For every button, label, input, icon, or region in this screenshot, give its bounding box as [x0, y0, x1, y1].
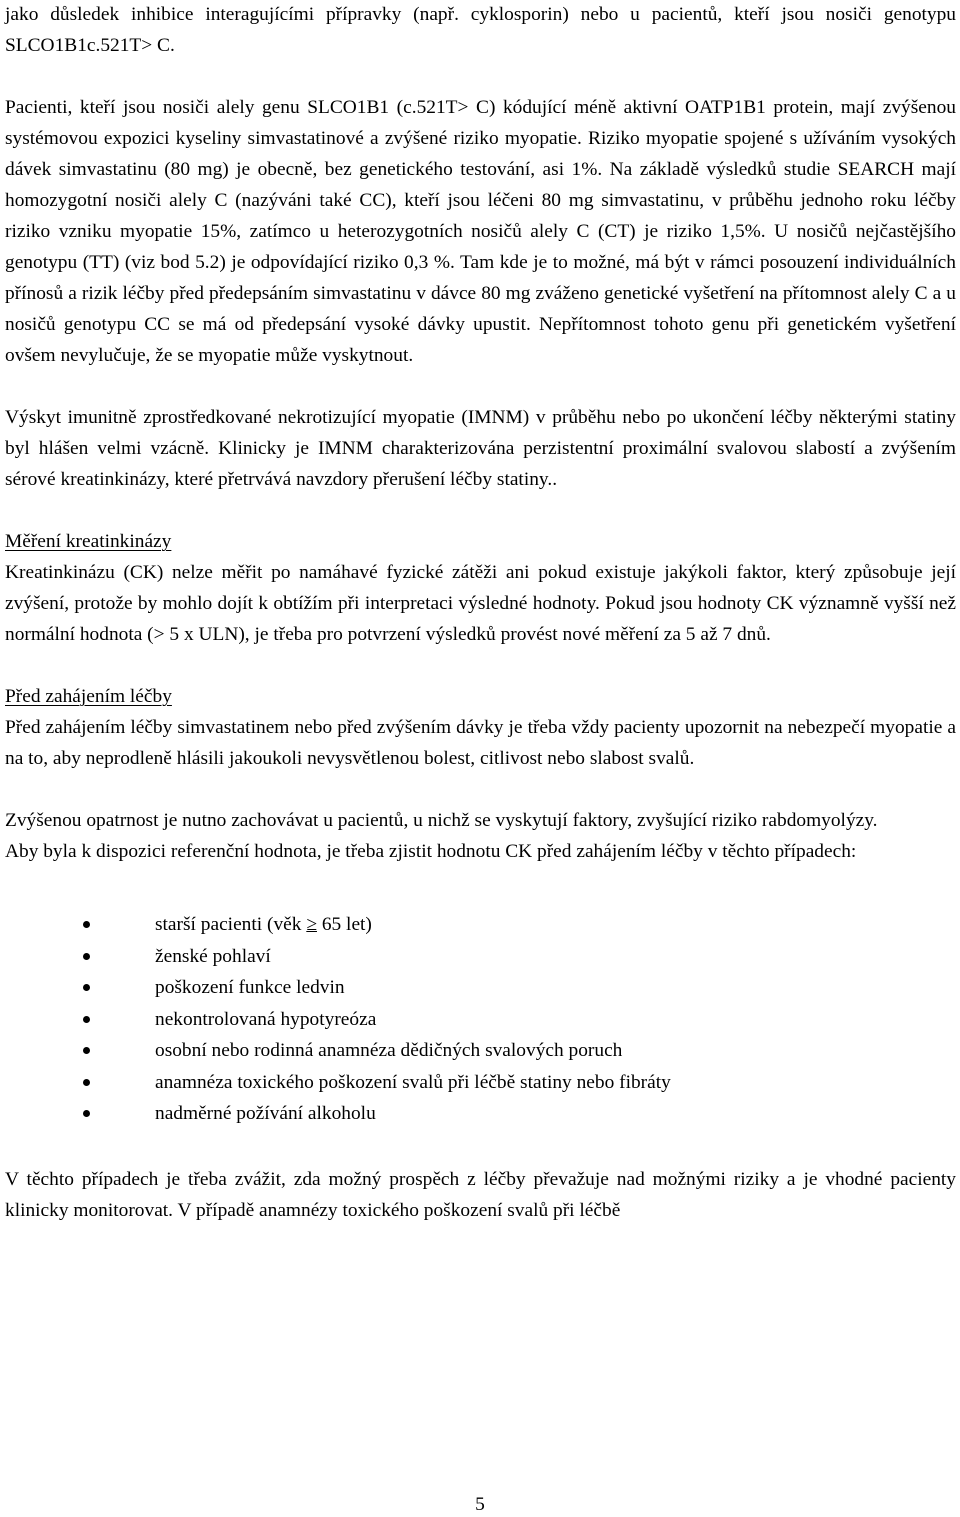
spacer: [5, 867, 956, 909]
paragraph-rhabdomyolysis-caution: Zvýšenou opatrnost je nutno zachovávat u pacientů, u nichž se vyskytují faktory, zvyšující riziko rabdomyolýzy.: [5, 810, 878, 831]
greater-or-equal-symbol: ≥: [306, 914, 317, 935]
heading-creatine-kinase: Měření kreatinkinázy: [5, 531, 172, 552]
list-item: [5, 972, 956, 1004]
list-item: [5, 941, 956, 973]
paragraph-imnm: Výskyt imunitně zprostředkované nekrotizující myopatie (IMNM) v průběhu nebo po ukončení léčby některými statiny byl hlášen velmi vzácně. Klinicky je IMNM charakterizována perzistentní proximální svalovou slabostí a zvýšením sérové kreatinkinázy, které přetrvává navzdory přerušení léčby statiny..: [5, 407, 956, 490]
spacer: [5, 774, 956, 805]
bullet-icon: [83, 1110, 90, 1117]
bullet-icon: [83, 921, 90, 928]
spacer: [5, 495, 956, 526]
list-item: [5, 1098, 956, 1130]
list-item: [5, 1067, 956, 1099]
bullet-icon: [83, 1047, 90, 1054]
list-item-text: nekontrolovaná hypotyreóza: [155, 1008, 377, 1030]
bullet-icon: [83, 1016, 90, 1023]
list-item: [5, 1035, 956, 1067]
list-item-text: 65 let): [316, 914, 372, 935]
spacer: [5, 61, 956, 92]
page-number: 5: [475, 1494, 485, 1515]
list-item: [5, 1004, 956, 1036]
spacer: [5, 1130, 956, 1164]
list-item-text: ženské pohlaví: [155, 945, 271, 967]
bullet-icon: [83, 953, 90, 960]
bullet-icon: [83, 1079, 90, 1086]
paragraph-slco1b1-risk: Pacienti, kteří jsou nosiči alely genu SLCO1B1 (c.521T> C) kódující méně aktivní OATP1B1 protein, mají zvýšenou systémovou expozici kyseliny simvastatinové a zvýšené riziko myopatie. Riziko myopatie spojené s užíváním vysokých dávek simvastatinu (80 mg) je obecně, bez genetického testování, asi 1%. Na základě výsledků studie SEARCH mají homozygotní nosiči alely C (nazýváni také CC), kteří jsou léčeni 80 mg simvastatinu, v průběhu jednoho roku léčby riziko vzniku myopatie 15%, zatímco u heterozygotních nosičů alely C (CT) je riziko 1,5%. U nosičů nejčastějšího genotypu (TT) (viz bod 5.2) je odpovídající riziko 0,3 %. Tam kde je to možné, má být v rámci posouzení individuálních přínosů a rizik léčby před předepsáním simvastatinu v dávce 80 mg zváženo genetické vyšetření na přítomnost alely C a u nosičů genotypu CC se má od předepsání vysoké dávky upustit. Nepřítomnost tohoto genu při genetickém vyšetření ovšem nevylučuje, že se myopatie může vyskytnout.: [5, 97, 956, 366]
document-page: [5, 0, 956, 1226]
paragraph-genotype-intro: jako důsledek inhibice interagujícími přípravky (např. cyklosporin) nebo u pacientů, kteří jsou nosiči genotypu SLCO1B1c.521T> C.: [5, 4, 956, 56]
spacer: [5, 371, 956, 402]
paragraph-benefit-risk: V těchto případech je třeba zvážit, zda možný prospěch z léčby převažuje nad možnými riziky a je vhodné pacienty klinicky monitorovat. V případě anamnézy toxického poškození svalů při léčbě: [5, 1168, 956, 1221]
paragraph-ck-measurement: Kreatinkinázu (CK) nelze měřit po namáhavé fyzické zátěži ani pokud existuje jakýkoli faktor, který způsobuje její zvýšení, protože by mohlo dojít k obtížím při interpretaci výsledné hodnoty. Pokud jsou hodnoty CK významně vyšší než normální hodnota (> 5 x ULN), je třeba pro potvrzení výsledků provést nové měření za 5 až 7 dnů.: [5, 562, 956, 645]
paragraph-before-treatment: Před zahájením léčby simvastatinem nebo před zvýšením dávky je třeba vždy pacienty upozornit na nebezpečí myopatie a na to, aby neprodleně hlásili jakoukoli nevysvětlenou bolest, citlivost nebo slabost svalů.: [5, 717, 956, 769]
list-item-text: anamnéza toxického poškození svalů při léčbě statiny nebo fibráty: [155, 1071, 671, 1093]
list-item: [5, 909, 956, 941]
paragraph-reference-value: Aby byla k dispozici referenční hodnota, je třeba zjistit hodnotu CK před zahájením léčby v těchto případech:: [5, 841, 857, 862]
risk-factor-list: [5, 909, 956, 1130]
spacer: [5, 650, 956, 681]
list-item-text: nadměrné požívání alkoholu: [155, 1103, 376, 1124]
list-item-text: osobní nebo rodinná anamnéza dědičných svalových poruch: [155, 1040, 623, 1061]
bullet-icon: [83, 984, 90, 991]
heading-before-treatment: Před zahájením léčby: [5, 686, 172, 707]
list-item-text: starší pacienti (věk: [155, 914, 307, 935]
list-item-text: poškození funkce ledvin: [155, 977, 345, 998]
